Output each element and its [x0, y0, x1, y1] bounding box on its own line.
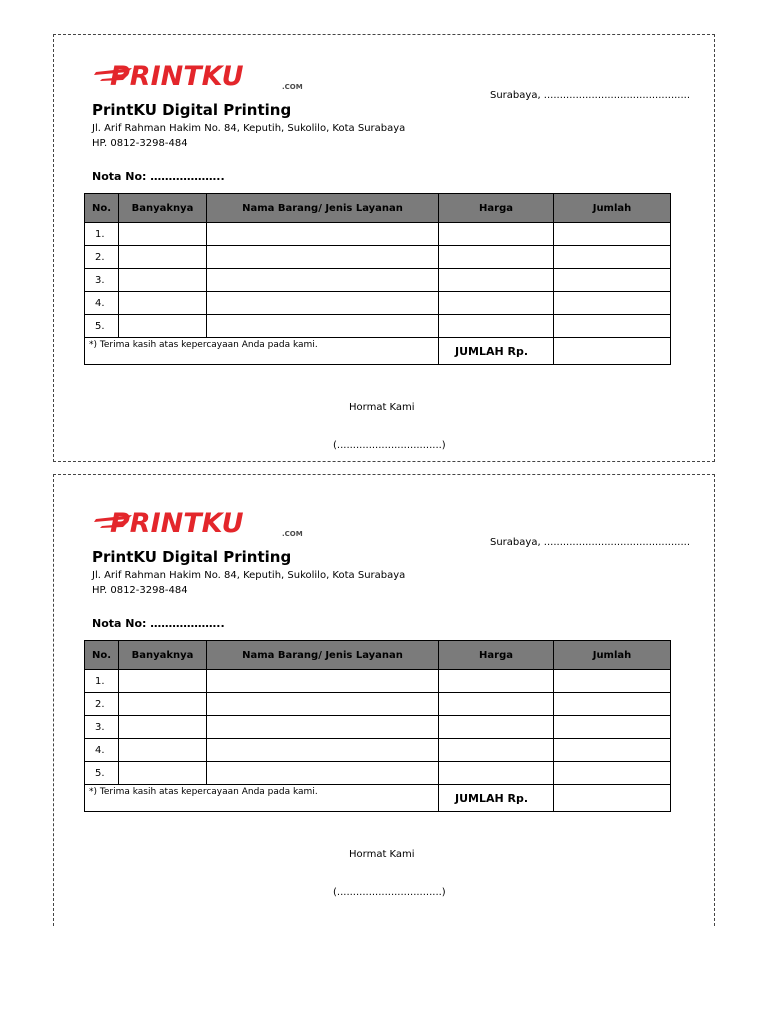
- row-number: 2.: [85, 246, 119, 269]
- table-row: [85, 670, 671, 693]
- company-address: Jl. Arif Rahman Hakim No. 84, Keputih, Sukolilo, Kota Surabaya: [92, 570, 406, 581]
- table-row: [85, 716, 671, 739]
- date-line: Surabaya, ..............................................: [490, 90, 691, 101]
- cell-harga[interactable]: [439, 315, 554, 338]
- table-footer-row: [85, 338, 671, 365]
- cell-banyaknya[interactable]: [119, 670, 207, 693]
- cell-jumlah[interactable]: [554, 693, 671, 716]
- cell-banyaknya[interactable]: [119, 315, 207, 338]
- table-row: [85, 223, 671, 246]
- row-number: 1.: [85, 670, 119, 693]
- row-number: 3.: [85, 716, 119, 739]
- table-row: [85, 315, 671, 338]
- header-no: No.: [85, 194, 119, 223]
- cell-harga[interactable]: [439, 693, 554, 716]
- company-name: PrintKU Digital Printing: [92, 101, 292, 119]
- cell-nama-barang[interactable]: [207, 315, 439, 338]
- table-row: [85, 693, 671, 716]
- header-nama-barang: Nama Barang/ Jenis Layanan: [207, 194, 439, 223]
- total-label: JUMLAH Rp.: [439, 785, 554, 812]
- company-address: Jl. Arif Rahman Hakim No. 84, Keputih, Sukolilo, Kota Surabaya: [92, 123, 406, 134]
- cell-jumlah[interactable]: [554, 670, 671, 693]
- company-name: PrintKU Digital Printing: [92, 548, 292, 566]
- cell-harga[interactable]: [439, 269, 554, 292]
- header-banyaknya: Banyaknya: [119, 641, 207, 670]
- cell-jumlah[interactable]: [554, 315, 671, 338]
- header-banyaknya: Banyaknya: [119, 194, 207, 223]
- cell-banyaknya[interactable]: [119, 292, 207, 315]
- cell-banyaknya[interactable]: [119, 693, 207, 716]
- logo-suffix-text: .COM: [282, 83, 303, 90]
- header-jumlah: Jumlah: [554, 194, 671, 223]
- table-row: [85, 739, 671, 762]
- items-table: [84, 640, 671, 812]
- thank-you-note: *) Terima kasih atas kepercayaan Anda pada kami.: [85, 338, 439, 365]
- row-number: 4.: [85, 292, 119, 315]
- table-footer-row: [85, 785, 671, 812]
- nota-number: Nota No: ………………..: [92, 170, 225, 183]
- total-value-cell[interactable]: [554, 785, 671, 812]
- cell-nama-barang[interactable]: [207, 670, 439, 693]
- total-label: JUMLAH Rp.: [439, 338, 554, 365]
- cell-nama-barang[interactable]: [207, 739, 439, 762]
- salutation: Hormat Kami: [349, 402, 415, 413]
- thank-you-note: *) Terima kasih atas kepercayaan Anda pada kami.: [85, 785, 439, 812]
- cell-harga[interactable]: [439, 739, 554, 762]
- signature-line: (.................................): [333, 887, 446, 898]
- cell-harga[interactable]: [439, 246, 554, 269]
- cell-nama-barang[interactable]: [207, 716, 439, 739]
- cell-banyaknya[interactable]: [119, 246, 207, 269]
- printku-logo: [92, 58, 318, 90]
- cell-jumlah[interactable]: [554, 716, 671, 739]
- logo-suffix-text: .COM: [282, 530, 303, 537]
- cell-banyaknya[interactable]: [119, 739, 207, 762]
- cell-harga[interactable]: [439, 292, 554, 315]
- row-number: 4.: [85, 739, 119, 762]
- receipt-1: [0, 40, 768, 480]
- cell-banyaknya[interactable]: [119, 223, 207, 246]
- cell-jumlah[interactable]: [554, 269, 671, 292]
- cell-nama-barang[interactable]: [207, 762, 439, 785]
- row-number: 3.: [85, 269, 119, 292]
- cell-jumlah[interactable]: [554, 292, 671, 315]
- table-row: [85, 762, 671, 785]
- header-no: No.: [85, 641, 119, 670]
- cell-harga[interactable]: [439, 670, 554, 693]
- salutation: Hormat Kami: [349, 849, 415, 860]
- nota-number: Nota No: ………………..: [92, 617, 225, 630]
- total-value-cell[interactable]: [554, 338, 671, 365]
- cell-nama-barang[interactable]: [207, 269, 439, 292]
- table-row: [85, 292, 671, 315]
- company-phone: HP. 0812-3298-484: [92, 585, 188, 596]
- signature-line: (.................................): [333, 440, 446, 451]
- cell-harga[interactable]: [439, 223, 554, 246]
- cell-nama-barang[interactable]: [207, 292, 439, 315]
- cell-jumlah[interactable]: [554, 739, 671, 762]
- table-row: [85, 269, 671, 292]
- cell-jumlah[interactable]: [554, 246, 671, 269]
- row-number: 5.: [85, 315, 119, 338]
- table-header-row: [85, 194, 671, 223]
- cell-nama-barang[interactable]: [207, 223, 439, 246]
- cell-banyaknya[interactable]: [119, 269, 207, 292]
- row-number: 5.: [85, 762, 119, 785]
- cell-nama-barang[interactable]: [207, 246, 439, 269]
- header-harga: Harga: [439, 641, 554, 670]
- table-header-row: [85, 641, 671, 670]
- header-harga: Harga: [439, 194, 554, 223]
- items-table: [84, 193, 671, 365]
- row-number: 2.: [85, 693, 119, 716]
- cell-banyaknya[interactable]: [119, 762, 207, 785]
- printku-logo: [92, 505, 318, 537]
- receipt-2: [0, 487, 768, 927]
- cell-harga[interactable]: [439, 716, 554, 739]
- logo-print-text: PRINTKU: [110, 61, 244, 90]
- row-number: 1.: [85, 223, 119, 246]
- cell-jumlah[interactable]: [554, 762, 671, 785]
- cell-jumlah[interactable]: [554, 223, 671, 246]
- cell-nama-barang[interactable]: [207, 693, 439, 716]
- date-line: Surabaya, ..............................................: [490, 537, 691, 548]
- table-row: [85, 246, 671, 269]
- cell-harga[interactable]: [439, 762, 554, 785]
- cell-banyaknya[interactable]: [119, 716, 207, 739]
- company-phone: HP. 0812-3298-484: [92, 138, 188, 149]
- header-nama-barang: Nama Barang/ Jenis Layanan: [207, 641, 439, 670]
- logo-print-text: PRINTKU: [110, 508, 244, 537]
- header-jumlah: Jumlah: [554, 641, 671, 670]
